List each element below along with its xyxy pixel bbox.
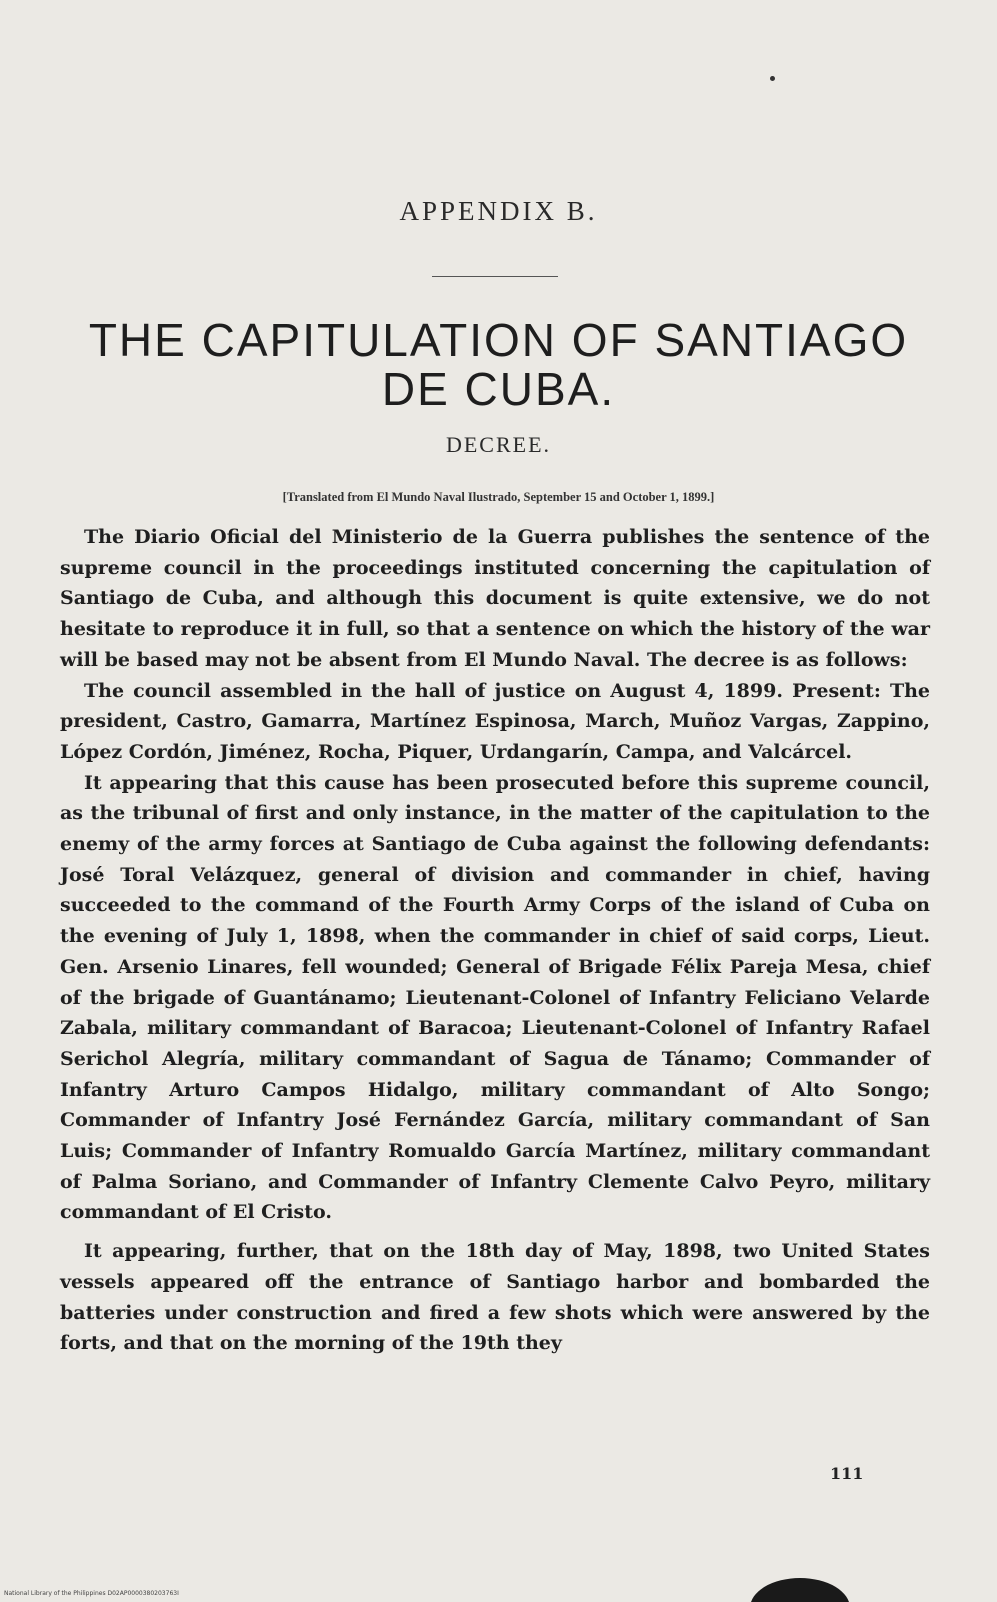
scan-footer: National Library of the Philippines D02AP0000380203763I (4, 1590, 179, 1597)
paragraph-4: It appearing, further, that on the 18th day of May, 1898, two United States vessels appeared off the entrance of Santiago harbor and bombarded the batteries under construction and fired a few shots which were answered by the forts, and that on the morning of the 19th they (60, 1240, 930, 1355)
paragraph-1: The Diario Oficial del Ministerio de la Guerra publishes the sentence of the supreme council in the proceedings instituted concerning the capitulation of Santiago de Cuba, and although this document is quite extensive, we do not hesitate to reproduce it in full, so that a sentence on which the history of the war will be based may not be absent from El Mundo Naval. The decree is as follows: (60, 526, 930, 671)
decree-heading: DECREE. (445, 432, 552, 457)
appendix-label: APPENDIX B. (399, 196, 598, 226)
body-text (60, 522, 930, 1359)
title-divider (432, 276, 558, 277)
page-number: 111 (830, 1464, 864, 1483)
speck-mark (770, 76, 775, 81)
scan-artifact (750, 1578, 850, 1602)
paragraph-2: The council assembled in the hall of justice on August 4, 1899. Present: The president, Castro, Gamarra, Martínez Espinosa, March, Muñoz Vargas, Zappino, López Cordón, Jiménez, Rocha, Piquer, Urdangarín, Campa, and Valcárcel. (60, 679, 930, 763)
source-note: [Translated from El Mundo Naval Ilustrado, September 15 and October 1, 1899.] (282, 490, 715, 504)
paragraph-3: It appearing that this cause has been prosecuted before this supreme council, as the tribunal of first and only instance, in the matter of the capitulation to the enemy of the army forces at Santiago de Cuba against the following defendants: José Toral Velázquez, general of division and commander in chief, having succeeded to the command of the Fourth Army Corps of the island of Cuba on the evening of July 1, 1898, when the commander in chief of said corps, Lieut. Gen. Arsenio Linares, fell wounded; General of Brigade Félix Pareja Mesa, chief of the brigade of Guantánamo; Lieutenant-Colonel of Infantry Feliciano Velarde Zabala, military commandant of Baracoa; Lieutenant-Colonel of Infantry Rafael Serichol Alegría, military commandant of Sagua de Tánamo; Commander of Infantry Arturo Campos Hidalgo, military commandant of Alto Songo; Commander of Infantry José Fernández García, military commandant of San Luis; Commander of Infantry Romualdo García Martínez, military commandant of Palma Soriano, and Commander of Infantry Clemente Calvo Peyro, military commandant of El Cristo. (60, 771, 930, 1224)
page-title (40, 316, 957, 414)
title-line-1: THE CAPITULATION OF SANTIAGO (88, 314, 909, 366)
title-line-2: DE CUBA. (381, 363, 616, 415)
